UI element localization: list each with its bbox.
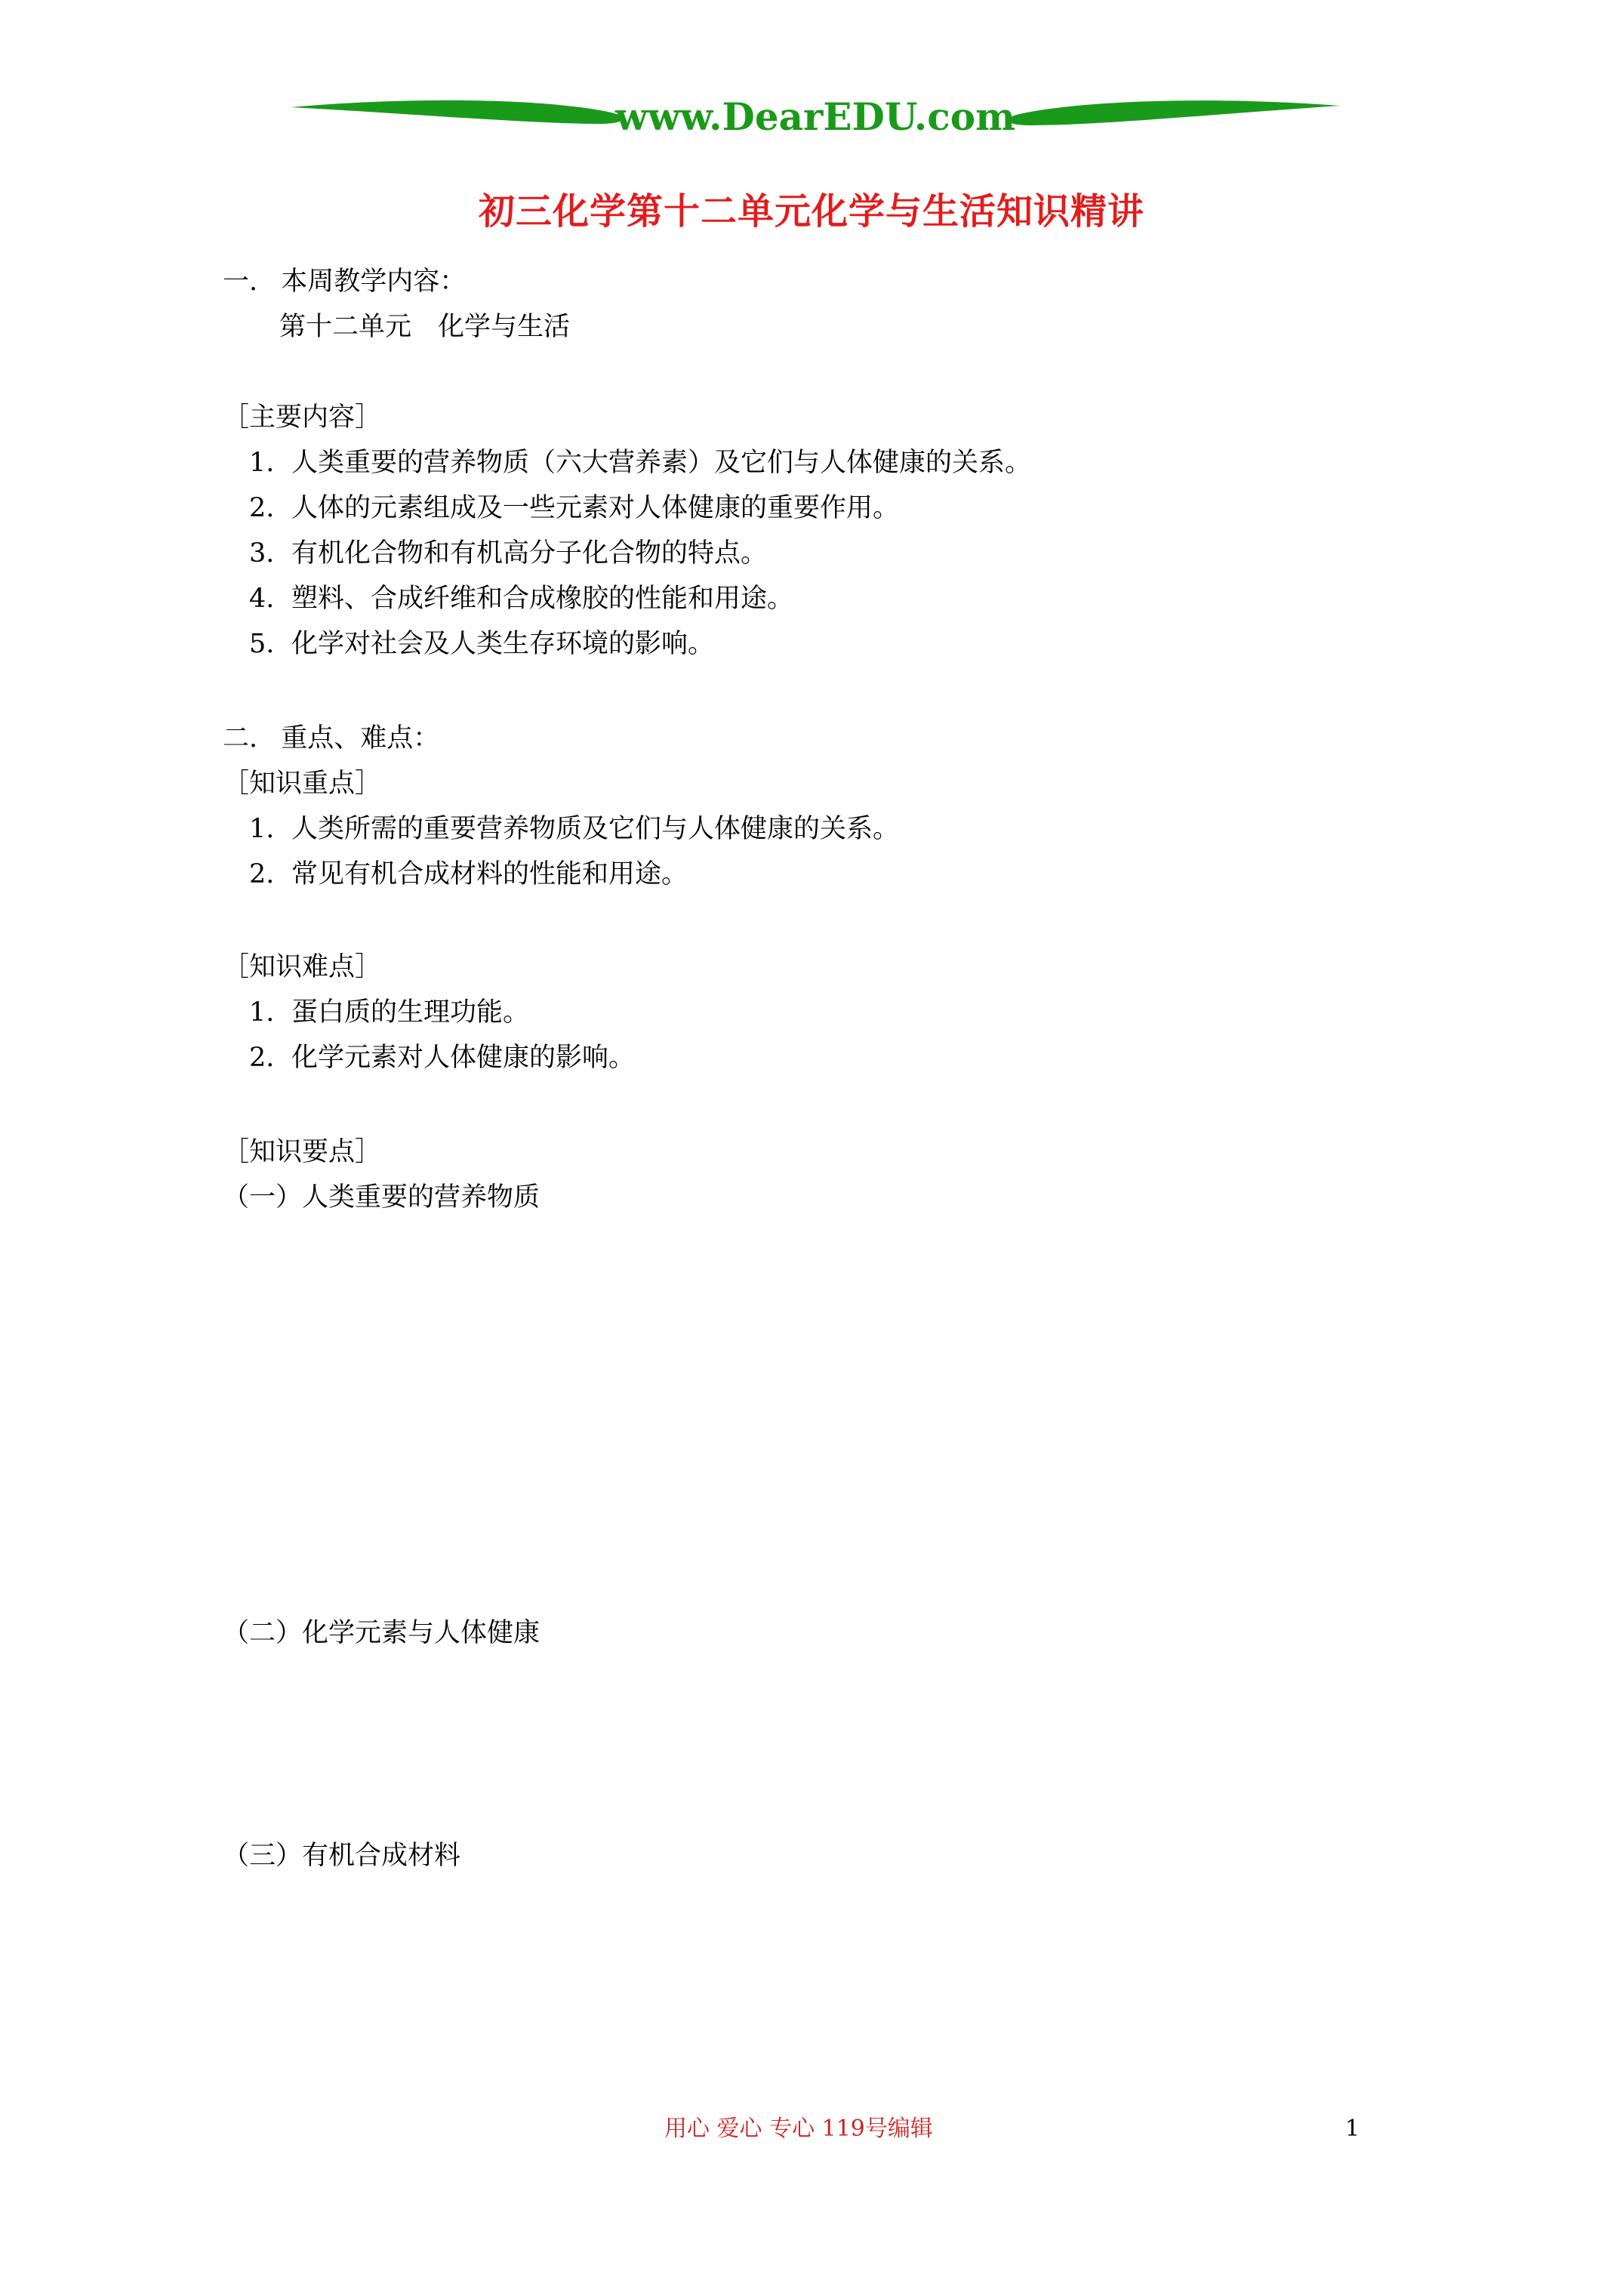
header-banner <box>291 91 1340 151</box>
list-item <box>249 857 688 892</box>
section-one-heading <box>223 264 466 299</box>
list-item <box>249 812 899 846</box>
list-item-text: 化学元素对人体健康的影响。 <box>291 1043 636 1073</box>
page-title: 初三化学第十二单元化学与生活知识精讲 <box>478 190 1144 233</box>
list-item-text: 人类所需的重要营养物质及它们与人体健康的关系。 <box>291 814 900 844</box>
list-item-number: 4. <box>249 584 275 614</box>
list-item-number: 2. <box>249 493 275 523</box>
page-number: 1 <box>1345 2116 1360 2142</box>
section-heading-text: 本周教学内容： <box>281 267 467 297</box>
list-item-text: 人类重要的营养物质（六大营养素）及它们与人体健康的关系。 <box>291 448 1032 478</box>
footer-text: 用心 爱心 专心 119号编辑 <box>664 2116 933 2142</box>
section-two-heading <box>223 721 439 756</box>
list-item-number: 2. <box>249 1043 275 1073</box>
essentials-label: ［知识要点］ <box>223 1137 382 1167</box>
list-item-number: 1. <box>249 448 275 478</box>
subsection-heading: （三）有机合成材料 <box>223 1841 461 1871</box>
subsection-heading: （一）人类重要的营养物质 <box>223 1182 540 1213</box>
list-item-text: 常见有机合成材料的性能和用途。 <box>291 859 688 889</box>
list-item <box>249 536 767 571</box>
section-number: 二. <box>223 723 258 754</box>
header-logo <box>291 91 1340 151</box>
list-item-number: 3. <box>249 538 275 569</box>
section-heading-text: 重点、难点： <box>281 723 440 754</box>
list-item <box>249 491 899 525</box>
list-item-number: 5. <box>249 629 275 659</box>
list-item <box>249 445 1031 480</box>
list-item <box>249 581 793 616</box>
list-item <box>249 995 529 1030</box>
section-number: 一. <box>223 267 258 297</box>
list-item-text: 人体的元素组成及一些元素对人体健康的重要作用。 <box>291 493 900 523</box>
list-item <box>249 627 714 661</box>
list-item-text: 有机化合物和有机高分子化合物的特点。 <box>291 538 768 569</box>
list-item-number: 2. <box>249 859 275 889</box>
list-item-number: 1. <box>249 814 275 844</box>
banner-swoosh-left <box>291 100 623 124</box>
list-item-text: 化学对社会及人类生存环境的影响。 <box>291 629 715 659</box>
list-item-text: 蛋白质的生理功能。 <box>291 997 530 1028</box>
key-points-label: ［知识重点］ <box>223 769 382 799</box>
difficult-points-label: ［知识难点］ <box>223 952 382 982</box>
subsection-heading: （二）化学元素与人体健康 <box>223 1618 540 1648</box>
list-item-text: 塑料、合成纤维和合成橡胶的性能和用途。 <box>291 584 794 614</box>
banner-swoosh-right <box>1008 100 1340 125</box>
list-item-number: 1. <box>249 997 275 1028</box>
unit-line: 第十二单元 化学与生活 <box>279 312 571 342</box>
main-content-label: ［主要内容］ <box>223 402 382 433</box>
list-item <box>249 1040 635 1075</box>
site-logo-text: www.DearEDU.com <box>614 94 1016 139</box>
